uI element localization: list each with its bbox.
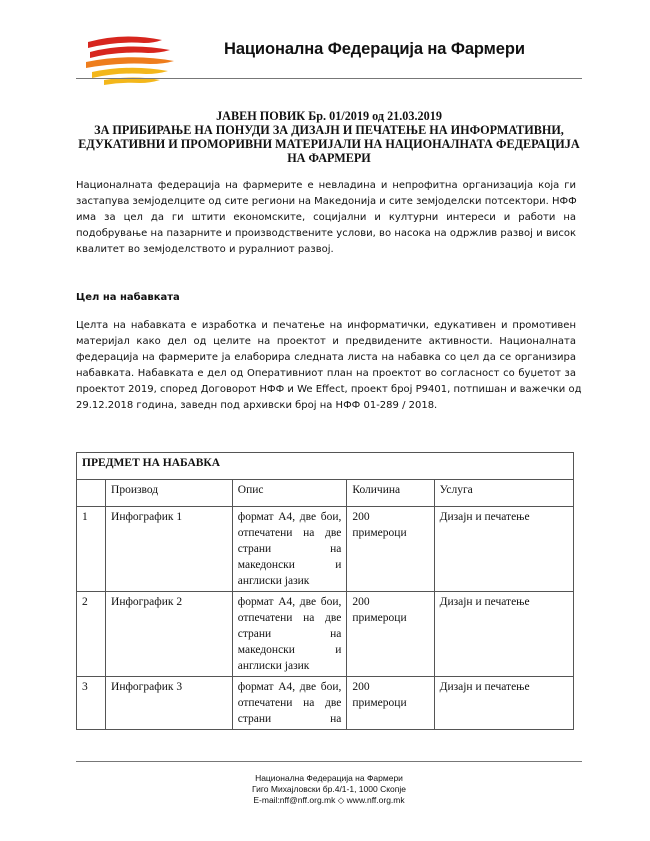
call-title-line: ЈАВЕН ПОВИК Бр. 01/2019 од 21.03.2019	[216, 109, 442, 123]
desc-line: англиски јазик	[237, 575, 310, 587]
desc-line: формат А4, две бои,	[237, 681, 342, 693]
row-product: Инфографик 1	[106, 507, 233, 592]
goal-heading: Цел на набавката	[76, 292, 180, 303]
goal-line: 29.12.2018 година, заведн под архивски број на НФФ 01-289 / 2018.	[76, 400, 438, 411]
row-quantity	[347, 592, 434, 677]
desc-line: отпечатени на две	[237, 612, 342, 624]
logo-stroke-orange	[86, 57, 174, 68]
row-service: Дизајн и печатење	[434, 507, 573, 592]
call-title-line: НА ФАРМЕРИ	[287, 151, 371, 165]
row-quantity	[347, 507, 434, 592]
row-product: Инфографик 2	[106, 592, 233, 677]
intro-line: има за цел да ги штити економските, социјални и културни интереси и работи на	[76, 212, 576, 223]
column-header-description: Опис	[232, 480, 347, 507]
column-header-quantity: Количина	[347, 480, 434, 507]
desc-line: страни на	[237, 628, 342, 640]
qty-unit: примероци	[352, 612, 407, 624]
desc-line: македонски и	[237, 559, 342, 571]
goal-line: материјал како дел од целите на проектот и предвидените активности. Националната	[76, 336, 576, 347]
goal-line: проектот 2019, според Договорот НФФ и We Effect, проект број P9401, потпишан и важечки од	[76, 384, 582, 395]
goal-line: Целта на набавката е изработка и печатење на информатички, едукативен и промотивен	[76, 320, 576, 331]
footer-contact	[76, 795, 582, 806]
intro-line: застапува земјоделците од сите региони на Македонија и сите земјоделски потсектори. НФФ	[76, 196, 577, 207]
row-description	[232, 507, 347, 592]
table-row	[77, 677, 574, 730]
desc-line: страни на	[237, 713, 342, 725]
diamond-separator-icon: ◇	[337, 795, 345, 805]
header-divider	[76, 78, 582, 79]
logo-stroke-red-1	[88, 36, 162, 48]
qty-number: 200	[352, 681, 370, 693]
qty-unit: примероци	[352, 527, 407, 539]
table-row	[77, 592, 574, 677]
desc-line: македонски и	[237, 644, 342, 656]
column-header-number	[77, 480, 106, 507]
column-header-product: Производ	[106, 480, 233, 507]
column-header-service: Услуга	[434, 480, 573, 507]
intro-paragraph	[76, 178, 576, 258]
row-number: 1	[77, 507, 106, 592]
footer-divider	[76, 761, 582, 762]
qty-unit: примероци	[352, 697, 407, 709]
qty-number: 200	[352, 596, 370, 608]
row-description	[232, 592, 347, 677]
intro-line: подобрување на пазарните и производствените услови, во насока на одржлив развој и висок	[76, 228, 576, 239]
row-number: 2	[77, 592, 106, 677]
page-footer	[76, 773, 582, 806]
table-title: ПРЕДМЕТ НА НАБАВКА	[77, 453, 574, 480]
desc-line: страни на	[237, 543, 342, 555]
footer-website: www.nff.org.mk	[346, 795, 405, 805]
table-row	[77, 507, 574, 592]
desc-line: формат А4, две бои,	[237, 596, 342, 608]
procurement-table	[76, 452, 574, 730]
goal-line: набавката. Набавката е дел од Оперативниот план на проектот во согласност со буџетот за	[76, 368, 576, 379]
goal-paragraph	[76, 318, 582, 414]
row-service: Дизајн и печатење	[434, 592, 573, 677]
logo-stroke-yellow-1	[92, 68, 168, 78]
qty-number: 200	[352, 511, 370, 523]
intro-line: Националната федерација на фармерите е невладина и непрофитна организација која ги	[76, 180, 576, 191]
public-call-title	[76, 109, 582, 165]
row-service: Дизајн и печатење	[434, 677, 573, 730]
footer-address: Гиго Михајловски бр.4/1-1, 1000 Скопје	[252, 784, 406, 794]
intro-line: квалитет во земјоделството и руралниот развој.	[76, 244, 334, 255]
row-description	[232, 677, 347, 730]
row-quantity	[347, 677, 434, 730]
desc-line: формат А4, две бои,	[237, 511, 342, 523]
desc-line: отпечатени на две	[237, 527, 342, 539]
row-number: 3	[77, 677, 106, 730]
logo-stroke-red-2	[90, 46, 170, 58]
footer-email: E-mail:nff@nff.org.mk	[253, 795, 336, 805]
desc-line: англиски јазик	[237, 660, 310, 672]
desc-line: отпечатени на две	[237, 697, 342, 709]
call-title-line: ЕДУКАТИВНИ И ПРОМОРИВНИ МАТЕРИЈАЛИ НА НАЦИОНАЛНАТА ФЕДЕРАЦИЈА	[78, 137, 580, 151]
footer-org-name: Национална Федерација на Фармери	[255, 773, 403, 783]
goal-line: федерација на фармерите ја елаборира следната листа на набавка со цел да се организира	[76, 352, 576, 363]
row-product: Инфографик 3	[106, 677, 233, 730]
call-title-line: ЗА ПРИБИРАЊЕ НА ПОНУДИ ЗА ДИЗАЈН И ПЕЧАТЕЊЕ НА ИНФОРМАТИВНИ,	[94, 123, 564, 137]
organization-title: Национална Федерација на Фармери	[224, 40, 525, 58]
